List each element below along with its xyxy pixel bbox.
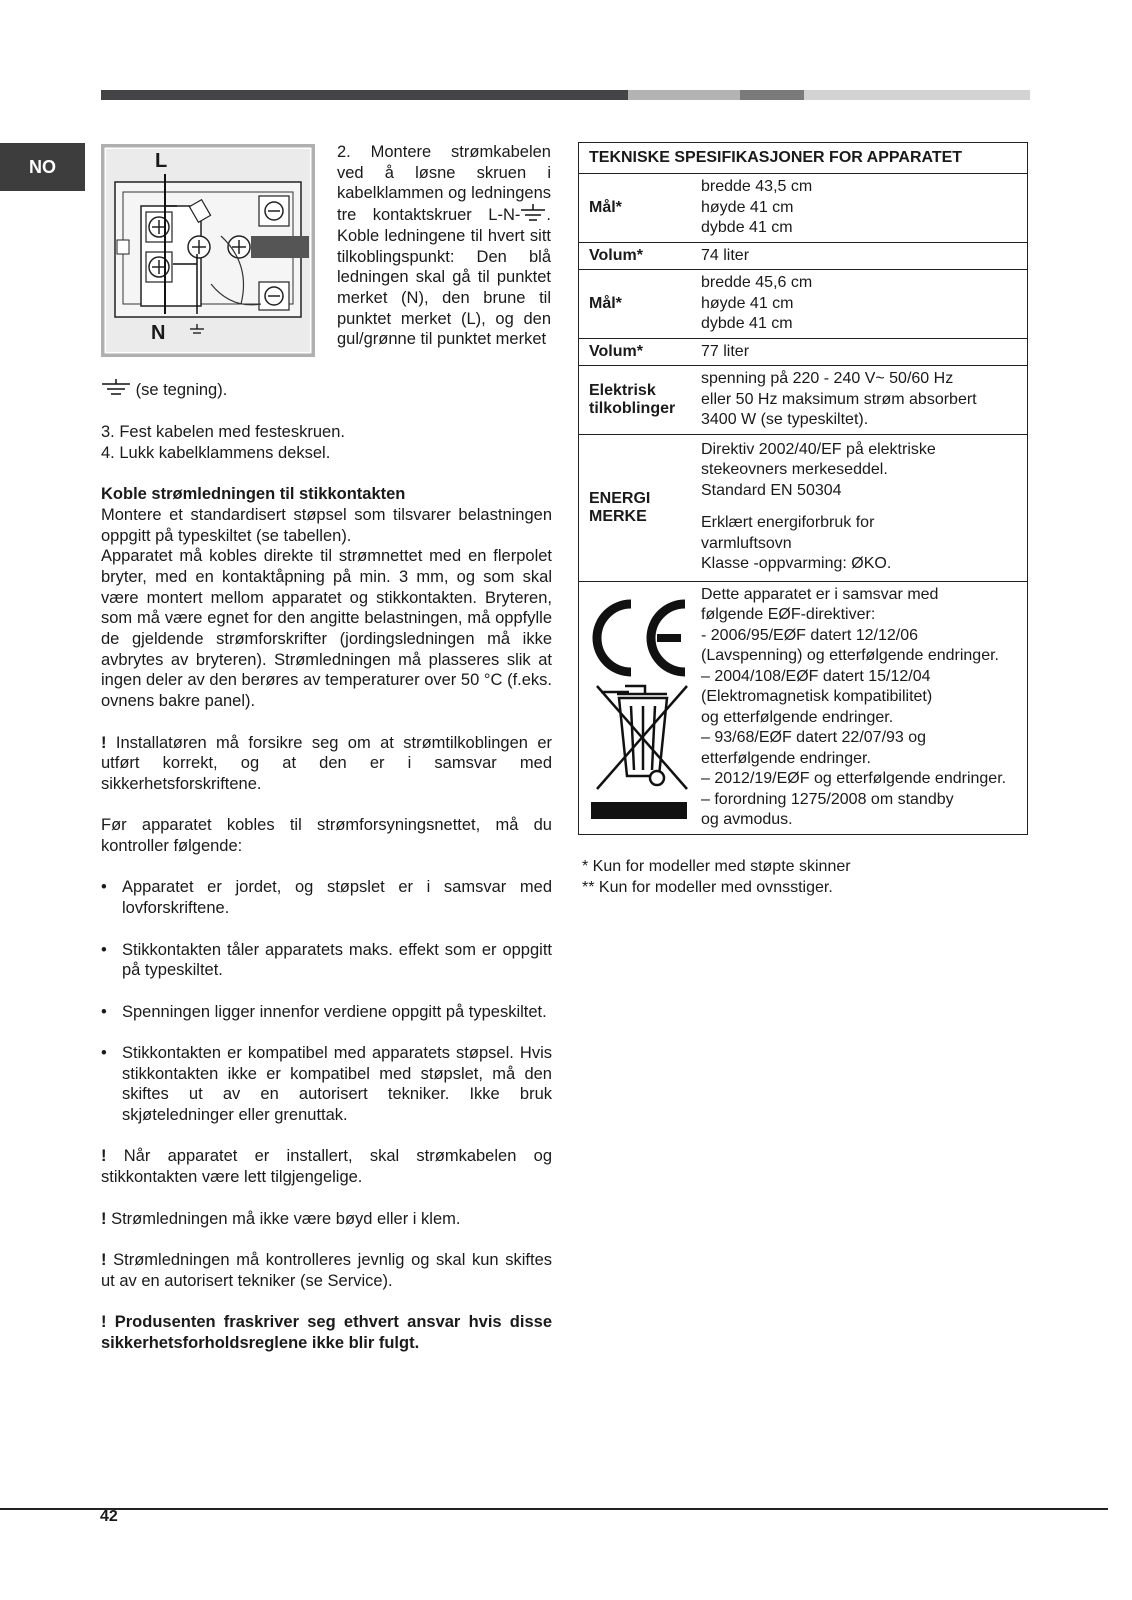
table-row: Volum* 77 liter — [579, 338, 1028, 366]
table-row: Dette apparatet er i samsvar med følgende EØF-direktiver: - 2006/95/EØF datert 12/12/06 (Lavspenning) og etterfølgende endringer. – 2004/108/EØF datert 15/12/04 (Elektromagnetisk kompatibilitet) og etterfølgende endringer. – 93/68/EØF datert 22/07/93 og etterfølgende endringer. – 2012/19/EØF og etterfølgende endringer. – forordning 1275/2008 om standby og avmodus. — [579, 581, 1028, 834]
footnote: * Kun for modeller med støpte skinner — [582, 858, 851, 875]
label-l: L — [155, 150, 168, 172]
warning: ! Produsenten fraskriver seg ethvert ansvar hvis disse sikkerhetsforholdsreglene ikke blir fulgt. — [101, 1313, 552, 1352]
page-number: 42 — [100, 1508, 118, 1525]
terminal-block-drawing — [101, 144, 315, 357]
table-row: Volum* 74 liter — [579, 242, 1028, 270]
footnotes — [582, 857, 851, 898]
table-row: Elektrisk tilkoblinger spenning på 220 - 240 V~ 50/60 Hz eller 50 Hz maksimum strøm absorbert 3400 W (se typeskiltet). — [579, 366, 1028, 435]
list-item: • Spenningen ligger innenfor verdiene oppgitt på typeskiltet. — [101, 1002, 547, 1021]
warning: ! Strømledningen må kontrolleres jevnlig og skal kun skiftes ut av en autorisert tekniker (se Service). — [101, 1250, 552, 1290]
ground-icon — [520, 204, 546, 222]
list-item: • Apparatet er jordet, og støpslet er i samsvar med lovforskriftene. — [101, 878, 552, 918]
warning: ! Installatøren må forsikre seg om at strømtilkoblingen er utført korrekt, og at den er i samsvar med sikkerhetsforskriftene. — [101, 733, 552, 793]
table-title: TEKNISKE SPESIFIKASJONER FOR APPARATET — [579, 143, 1028, 174]
terminal-block-diagram — [101, 144, 315, 357]
paragraph: Montere et standardisert støpsel som tilsvarer belastningen oppgitt på typeskiltet (se tabellen). — [101, 505, 552, 545]
table-row: Mål* bredde 43,5 cm høyde 41 cm dybde 41 cm — [579, 174, 1028, 243]
language-tab: NO — [0, 143, 85, 191]
step-3: 3. Fest kabelen med festeskruen. — [101, 423, 345, 441]
paragraph: Før apparatet kobles til strømforsyningsnettet, må du kontroller følgende: — [101, 816, 552, 856]
table-row: ENERGI MERKE Direktiv 2002/40/EF på elektriske stekeovners merkeseddel. Standard EN 50304 Erklært energiforbruk for varmluftsovn Klasse -oppvarming: ØKO. — [579, 434, 1028, 581]
step-4: 4. Lukk kabelklammens deksel. — [101, 443, 331, 462]
list-item: • Stikkontakten er kompatibel med apparatets støpsel. Hvis stikkontakten ikke er kompatibel med støpslet, må den skiftes ut av en autorisert tekniker. Ikke bruk skjøteledninger eller grenuttak. — [101, 1043, 552, 1125]
ground-icon — [101, 379, 131, 397]
section-heading: Koble strømledningen til stikkontakten — [101, 485, 406, 504]
left-column — [101, 422, 552, 1353]
paragraph: Apparatet må kobles direkte til strømnettet med en flerpolet bryter, med en kontaktåpning på min. 3 mm, og som skal være montert mellom apparatet og stikkontakten. Bryteren, som må være egnet for den angitte belastningen, må oppfylle de gjeldende strømforskrifter (jordingsledningen må ikke avbrytes av bryteren). Strømledningen må plasseres slik at ingen deler av den berøres av temperaturer over 50 °C (f.eks. ovnens bakre panel). — [101, 547, 552, 711]
footnote: ** Kun for modeller med ovnsstiger. — [582, 878, 833, 896]
step-2-text: 2. Montere strømkabelen ved å løsne skruen i kabelklammen og ledningens tre kontaktskruer L-N- . Koble ledningene til hvert sitt tilkoblingspunkt: Den blå ledningen skal gå til punktet merket (N), den brune til punktet merket (L), og den gul/grønne til punktet merket — [337, 143, 551, 349]
warning: ! Strømledningen må ikke være bøyd eller i klem. — [101, 1209, 461, 1228]
label-n: N — [151, 322, 166, 344]
weee-bin-icon — [597, 686, 687, 789]
list-item: • Stikkontakten tåler apparatets maks. effekt som er oppgitt på typeskiltet. — [101, 940, 552, 980]
warning: ! Når apparatet er installert, skal strømkabelen og stikkontakten være lett tilgjengelige. — [101, 1147, 552, 1187]
footer-divider — [0, 1508, 1108, 1510]
ce-weee-icons — [587, 594, 689, 819]
step-2-end: (se tegning). — [101, 379, 551, 401]
table-row: Mål* bredde 45,6 cm høyde 41 cm dybde 41 cm — [579, 270, 1028, 339]
header-color-bar — [101, 90, 1030, 100]
spec-table — [578, 142, 1028, 835]
